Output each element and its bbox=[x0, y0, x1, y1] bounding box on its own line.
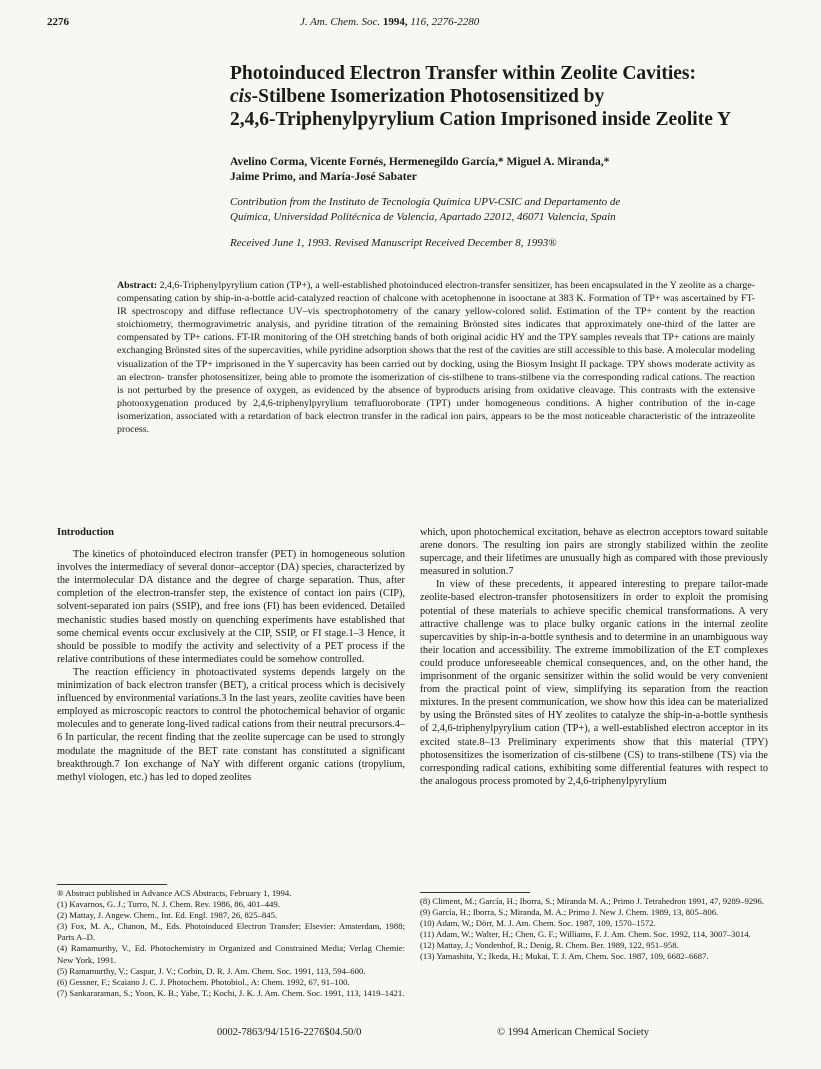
title-italic-cis: cis bbox=[230, 86, 252, 107]
journal-citation bbox=[300, 16, 479, 28]
introduction-heading: Introduction bbox=[57, 527, 114, 538]
abstract-text: 2,4,6-Triphenylpyrylium cation (TP+), a well-established photoinduced electron-transfer sensitizer, has been encapsulated in the Y zeolite as a charge-compensating cation by ship-in-a-bottle acid-catalyzed reaction of chalcone with acetophenone in isooctane at 383 K. Formation of TP+ was ascertained by FT-IR spectroscopy and diffuse reflectance UV–vis spectrophotometry of the canary yellow-colored solid. Estimation of the TP+ content by the reaction stoichiometry, thermogravimetric analysis, and pyridine titration of the remaining Brönsted sites indicates that approximately one-third of the latter are compensated by TP+ cations. FT-IR monitoring of the OH stretching bands of both original acidic HY and the TPY samples reveals that TP+ cations are mainly exchanging Brönsted sites of the supercavities, while pyridine adsorption shows that the rest of the cavities are still accessible to this base. A molecular modeling visualization of the TP+ imprisoned in the Y supercavity has been carried out by docking, using the Biosym Insight II package. TPY shows moderate activity as an electron- transfer photosensitizer, being able to promote the isomerization of cis-stilbene to trans-stilbene via the corresponding radical cations. The reaction is not perturbed by the presence of oxygen, as evidenced by the absence of byproducts arising from oxidative cleavage. This contrasts with the extensive photooxygenation produced by 2,4,6-triphenylpyrylium tetrafluoroborate (TPT) under homogeneous conditions. A higher contribution of the in-cage isomerization, associated with a retardation of back electron transfer in the radical ion pairs, appears to be the most noticeable characteristic of the intrazeolite process. bbox=[117, 280, 756, 436]
footer-copyright: © 1994 American Chemical Society bbox=[497, 1027, 650, 1038]
footnotes-right bbox=[420, 896, 768, 963]
intro-paragraph: which, upon photochemical excitation, behave as electron acceptors toward suitable arene donors. The resulting ion pairs are strongly stabilized within the zeolite supercage, and their lifetimes are unusually high as compared with those previously measured in solution.7 bbox=[420, 527, 768, 578]
footnote: (3) Fox, M. A., Chanon, M., Eds. Photoinduced Electron Transfer; Elsevier: Amsterdam, 1988; Parts A–D. bbox=[57, 921, 405, 943]
footnote: (9) García, H.; Iborra, S.; Miranda, M. A.; Primo J. New J. Chem. 1989, 13, 805–806. bbox=[420, 907, 719, 918]
author-list bbox=[230, 155, 750, 185]
footnote: (1) Kavarnos, G. J.; Turro, N. J. Chem. Rev. 1986, 86, 401–449. bbox=[57, 899, 280, 910]
received-dates: Received June 1, 1993. Revised Manuscript Received December 8, 1993® bbox=[230, 237, 557, 249]
authors-line-1: Avelino Corma, Vicente Fornés, Hermenegildo García,* Miguel A. Miranda,* bbox=[230, 156, 610, 168]
footnote: (7) Sankararaman, S.; Yoon, K. B.; Yabe, T.; Kochi, J. K. J. Am. Chem. Soc. 1991, 113, 1419–1421. bbox=[57, 987, 405, 998]
affiliation-line-1: Contribution from the Instituto de Tecnología Química UPV-CSIC and Departamento de bbox=[230, 196, 621, 208]
footnote-divider bbox=[420, 892, 530, 893]
left-column bbox=[57, 526, 405, 784]
footnote: (13) Yamashita, Y.; Ikeda, H.; Mukai, T. J. Am. Chem. Soc. 1987, 109, 6682–6687. bbox=[420, 951, 709, 962]
footnote: ® Abstract published in Advance ACS Abstracts, February 1, 1994. bbox=[57, 888, 292, 898]
footnote: (4) Ramamurthy, V., Ed. Photochemistry in Organized and Constrained Media; Verlag Chemie: New York, 1991. bbox=[57, 943, 405, 965]
title-line-3: 2,4,6-Triphenylpyrylium Cation Imprisoned inside Zeolite Y bbox=[230, 109, 732, 130]
footnote-divider bbox=[57, 884, 167, 885]
footnote: (11) Adam, W.; Walter, H.; Chen, G. F.; Williams, F. J. Am. Chem. Soc. 1992, 114, 3007–3014. bbox=[420, 929, 751, 940]
journal-name: J. Am. Chem. Soc. bbox=[300, 16, 381, 28]
footnotes-left bbox=[57, 888, 405, 999]
page-number: 2276 bbox=[47, 16, 69, 28]
title-line-1: Photoinduced Electron Transfer within Zeolite Cavities: bbox=[230, 63, 697, 84]
intro-paragraph: In view of these precedents, it appeared interesting to prepare tailor-made zeolite-based electron-transfer photosensitizers in order to exploit the promising potential of these materials to achieve specific chemical transformations. A very attractive challenge was to place bulky organic cations in the internal zeolite supercavities by ship-in-a-bottle synthesis and to determine in an unambiguous way their location and accessibility. The extreme immobilization of the ET complexes could produce unforeseeable chemical consequences, and, on the other hand, the imprisonment of the organic sensitizer within the solid would be very convenient from the practical point of view, simplifying its separation from the reaction mixtures. In the present communication, we show how this idea can be materialized by using the Brönsted sites of HY zeolites to catalyze the ship-in-a-bottle synthesis of 2,4,6-triphenylpyrylium cation (TP+), a well-established electron acceptor in its excited state.8–13 Preliminary experiments show that this material (TPY) photosensitizes the isomerization of cis-stilbene (CS) to trans-stilbene (TS) via the corresponding radical cations, exhibiting some differential features with respect to the analogous process promoted by 2,4,6-triphenylpyrylium bbox=[420, 579, 768, 787]
title-line-2 bbox=[230, 85, 750, 108]
intro-paragraph: The kinetics of photoinduced electron transfer (PET) in homogeneous solution involves the intermediacy of several donor–acceptor (DA) species, characterized by the intermolecular DA distance and the degree of charge separation. Thus, after completion of the electron-transfer step, the existence of contact ion pairs (CIP), solvent-separated ion pairs (SSIP), and free ions (FI) has been evidenced. Detailed mechanistic studies based mostly on quenching experiments have established that some chemical events occur exclusively at the CIP, SSIP, or FI stage.1–3 Hence, it should be possible to modify the activity and selectivity of a PET process if the relative contributions of these intermediates could be somehow controlled. bbox=[57, 549, 405, 665]
abstract bbox=[117, 279, 755, 436]
footer-issn-code: 0002-7863/94/1516-2276$04.50/0 bbox=[217, 1027, 362, 1038]
article-title bbox=[230, 62, 750, 131]
footnote: (5) Ramamurthy, V.; Caspar, J. V.; Corbin, D. R. J. Am. Chem. Soc. 1991, 113, 594–600. bbox=[57, 965, 366, 976]
footnote: (8) Climent, M.; García, H.; Iborra, S.; Miranda M. A.; Primo J. Tetrahedron 1991, 47, 9289–9296. bbox=[420, 896, 765, 906]
intro-paragraph: The reaction efficiency in photoactivated systems depends largely on the minimization of back electron transfer (BET), a critical process which is decisively influenced by environmental variations.3 In the last years, zeolite cavities have been employed as microscopic reactors to control the photochemical behavior of organic molecules and to generate long-lived radical cations from their neutral precursors.4–6 In particular, the recent finding that the zeolite supercage can be used to strongly modulate the magnitude of the BET rate constant has constituted a significant breakthrough.7 Ion exchange of NaY with different organic cations (tropylium, methyl viologen, etc.) has led to doped zeolites bbox=[57, 666, 405, 783]
footnote: (12) Mattay, J.; Vondenhof, R.; Denig, R. Chem. Ber. 1989, 122, 951–958. bbox=[420, 940, 679, 951]
footnote: (10) Adam, W.; Dörr, M. J. Am. Chem. Soc. 1987, 109, 1570–1572. bbox=[420, 918, 656, 929]
abstract-label: Abstract: bbox=[117, 280, 158, 291]
journal-year: 1994, bbox=[382, 16, 408, 28]
right-column bbox=[420, 526, 768, 788]
journal-volume-pages: 116, 2276-2280 bbox=[410, 16, 480, 28]
footnote: (2) Mattay, J. Angew. Chem., Int. Ed. Engl. 1987, 26, 825–845. bbox=[57, 910, 278, 921]
affiliation bbox=[230, 195, 770, 225]
authors-line-2: Jaime Primo, and María-José Sabater bbox=[230, 171, 417, 183]
affiliation-line-2: Química, Universidad Politécnica de Valencia, Apartado 22012, 46071 Valencia, Spain bbox=[230, 211, 616, 223]
title-line-2-rest: -Stilbene Isomerization Photosensitized by bbox=[251, 86, 605, 107]
footnote: (6) Gessner, F.; Scaiano J. C. J. Photochem. Photobiol., A: Chem. 1992, 67, 91–100. bbox=[57, 976, 350, 987]
